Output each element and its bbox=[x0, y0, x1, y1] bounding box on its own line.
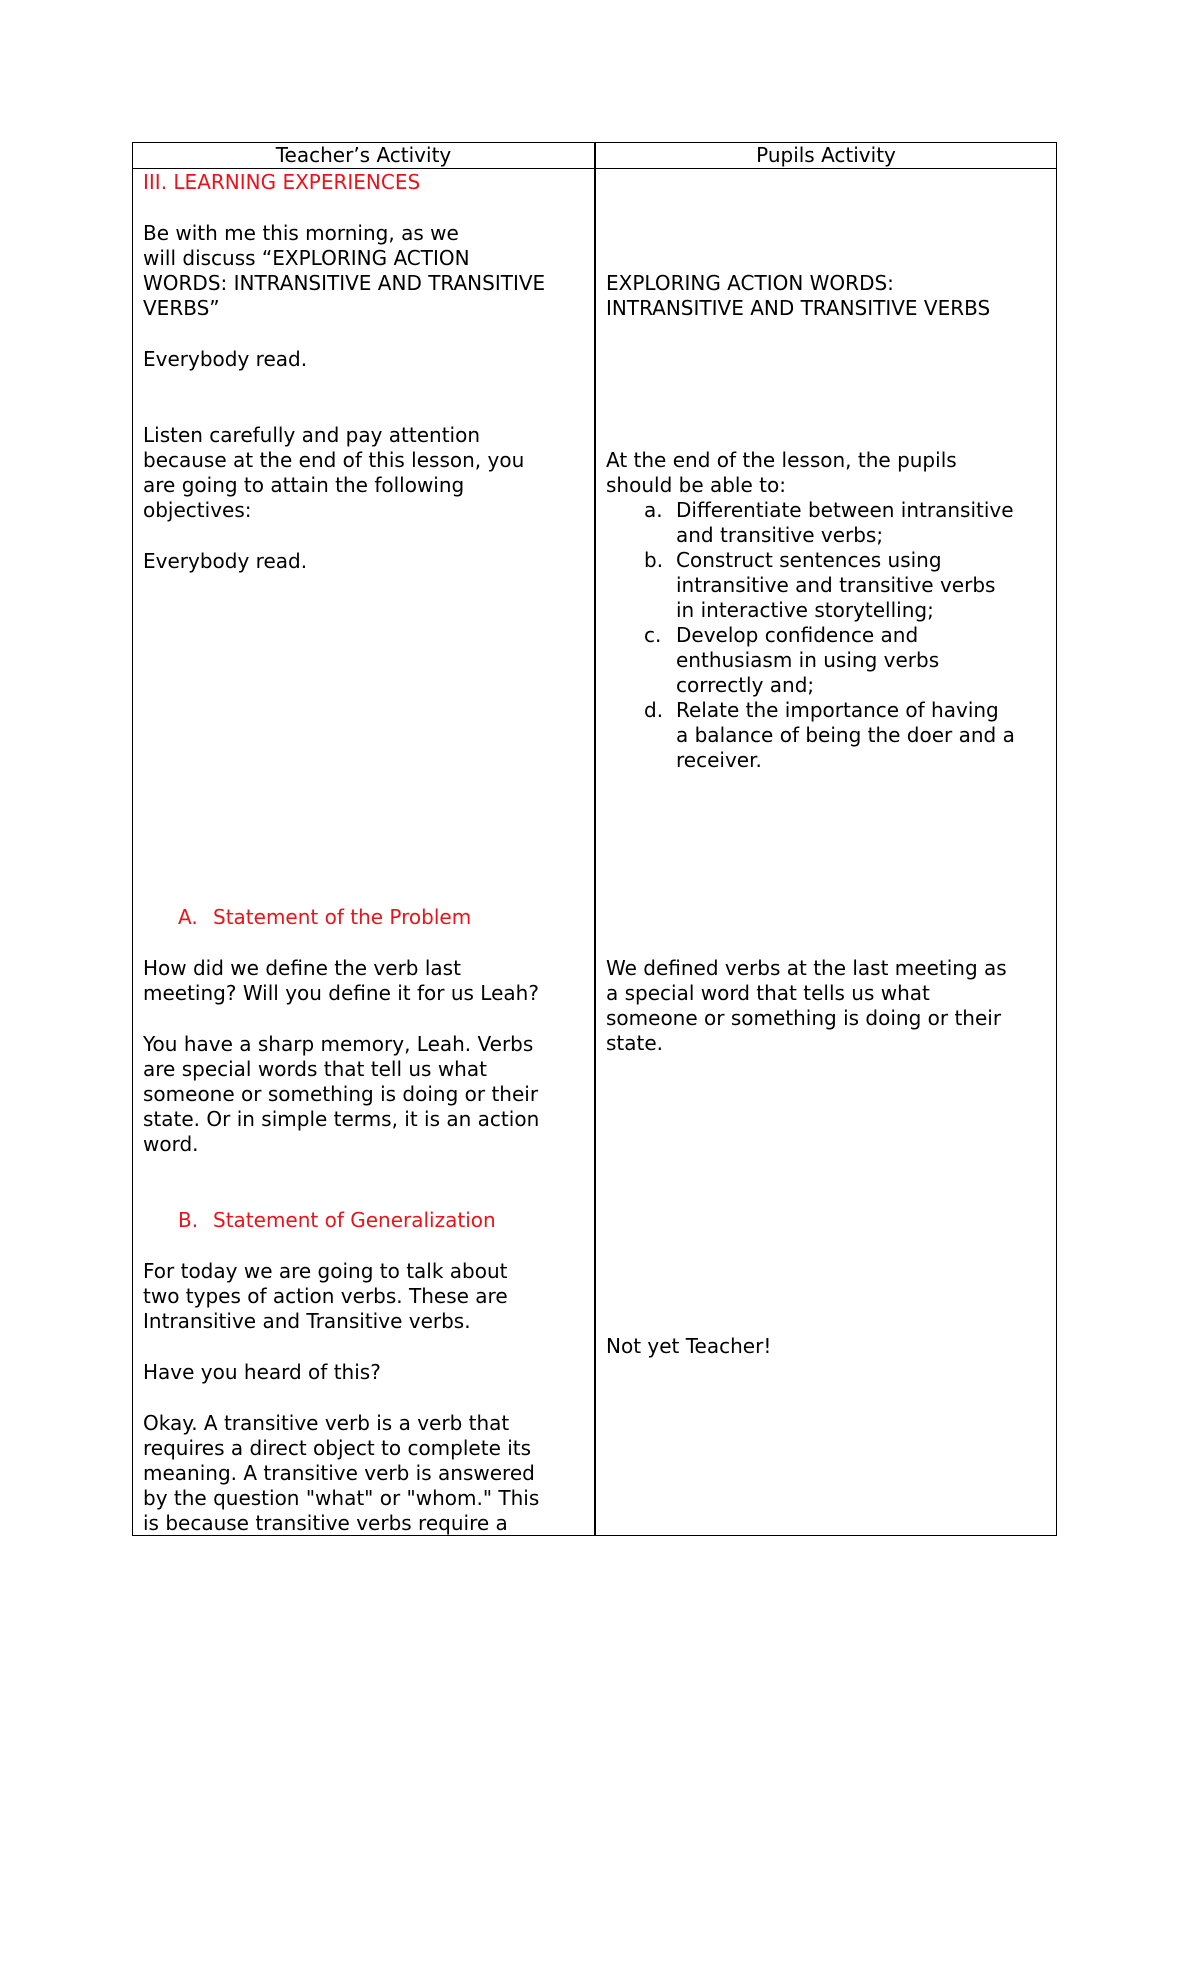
objective-b-line: in interactive storytelling; bbox=[676, 598, 934, 622]
memory-line: are special words that tell us what bbox=[143, 1057, 487, 1081]
question-line: meeting? Will you define it for us Leah? bbox=[143, 981, 539, 1005]
column-divider bbox=[594, 143, 596, 1535]
memory-line: word. bbox=[143, 1132, 199, 1156]
intro-line: will discuss “EXPLORING ACTION bbox=[143, 246, 470, 270]
definition-line: state. bbox=[606, 1031, 664, 1055]
objectives-intro-line: should be able to: bbox=[606, 473, 786, 497]
listen-line: because at the end of this lesson, you bbox=[143, 448, 525, 472]
intro-line: WORDS: INTRANSITIVE AND TRANSITIVE bbox=[143, 271, 546, 295]
memory-line: You have a sharp memory, Leah. Verbs bbox=[143, 1032, 534, 1056]
objectives-intro-line: At the end of the lesson, the pupils bbox=[606, 448, 957, 472]
section-a-label: Statement of the Problem bbox=[213, 905, 472, 929]
listen-line: Listen carefully and pay attention bbox=[143, 423, 481, 447]
objective-marker-a: a. bbox=[644, 498, 663, 522]
definition-line: a special word that tells us what bbox=[606, 981, 930, 1005]
today-line: Intransitive and Transitive verbs. bbox=[143, 1309, 471, 1333]
everybody-read-1: Everybody read. bbox=[143, 347, 308, 371]
objective-d-line: Relate the importance of having bbox=[676, 698, 999, 722]
objective-marker-c: c. bbox=[644, 623, 662, 647]
objective-d-line: receiver. bbox=[676, 748, 762, 772]
okay-line: Okay. A transitive verb is a verb that bbox=[143, 1411, 510, 1435]
heard-question: Have you heard of this? bbox=[143, 1360, 381, 1384]
today-line: two types of action verbs. These are bbox=[143, 1284, 508, 1308]
question-line: How did we define the verb last bbox=[143, 956, 461, 980]
memory-line: state. Or in simple terms, it is an action bbox=[143, 1107, 540, 1131]
objective-c-line: Develop confidence and bbox=[676, 623, 919, 647]
okay-line: by the question "what" or "whom." This bbox=[143, 1486, 540, 1510]
definition-line: We defined verbs at the last meeting as bbox=[606, 956, 1007, 980]
today-line: For today we are going to talk about bbox=[143, 1259, 508, 1283]
okay-line: is because transitive verbs require a bbox=[143, 1511, 508, 1535]
section-title: III. LEARNING EXPERIENCES bbox=[143, 170, 421, 194]
okay-line: meaning. A transitive verb is answered bbox=[143, 1461, 535, 1485]
pupils-activity-header: Pupils Activity bbox=[756, 143, 896, 167]
not-yet-answer: Not yet Teacher! bbox=[606, 1334, 772, 1358]
objective-c-line: enthusiasm in using verbs bbox=[676, 648, 940, 672]
objective-a-line: and transitive verbs; bbox=[676, 523, 884, 547]
section-a-marker: A. bbox=[178, 905, 198, 929]
lesson-table bbox=[132, 142, 1057, 1536]
listen-line: objectives: bbox=[143, 498, 252, 522]
pupils-title-line: INTRANSITIVE AND TRANSITIVE VERBS bbox=[606, 296, 991, 320]
definition-line: someone or something is doing or their bbox=[606, 1006, 1002, 1030]
objective-marker-b: b. bbox=[644, 548, 664, 572]
everybody-read-2: Everybody read. bbox=[143, 549, 308, 573]
memory-line: someone or something is doing or their bbox=[143, 1082, 539, 1106]
teacher-activity-header: Teacher’s Activity bbox=[275, 143, 452, 167]
objective-marker-d: d. bbox=[644, 698, 664, 722]
intro-line: Be with me this morning, as we bbox=[143, 221, 459, 245]
objective-b-line: Construct sentences using bbox=[676, 548, 942, 572]
objective-a-line: Differentiate between intransitive bbox=[676, 498, 1014, 522]
section-b-marker: B. bbox=[178, 1208, 199, 1232]
okay-line: requires a direct object to complete its bbox=[143, 1436, 532, 1460]
intro-line: VERBS” bbox=[143, 296, 220, 320]
pupils-title-line: EXPLORING ACTION WORDS: bbox=[606, 271, 894, 295]
objective-b-line: intransitive and transitive verbs bbox=[676, 573, 996, 597]
listen-line: are going to attain the following bbox=[143, 473, 465, 497]
objective-c-line: correctly and; bbox=[676, 673, 815, 697]
objective-d-line: a balance of being the doer and a bbox=[676, 723, 1015, 747]
section-b-label: Statement of Generalization bbox=[213, 1208, 496, 1232]
